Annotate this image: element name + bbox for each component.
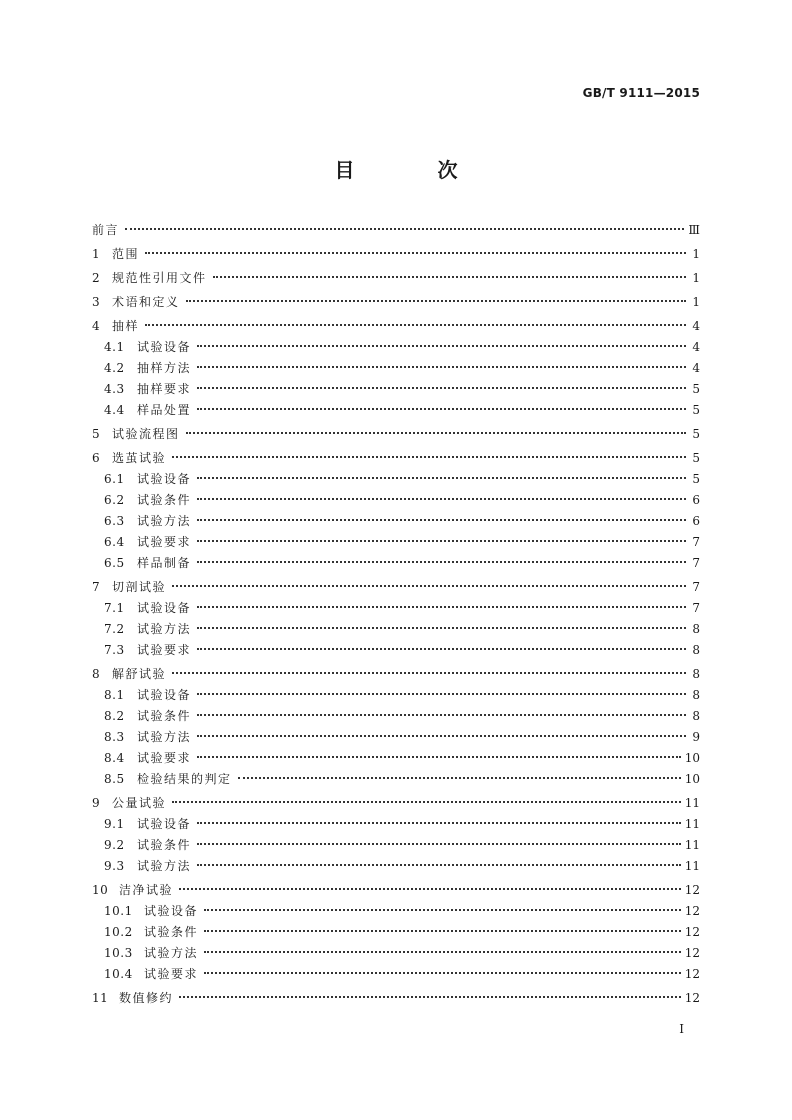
- dot-leader: [172, 801, 681, 803]
- toc-entry-page-number: 4: [692, 340, 700, 354]
- toc-entry-number: 9.1: [104, 817, 125, 831]
- toc-entry-page-number: 11: [684, 817, 700, 831]
- toc-entry-number: 7: [92, 580, 101, 594]
- toc-entry[interactable]: [92, 793, 700, 814]
- dot-leader: [197, 540, 686, 542]
- toc-entry[interactable]: [92, 835, 700, 856]
- toc-entry[interactable]: [92, 424, 700, 445]
- dot-leader: [197, 756, 681, 758]
- toc-entry[interactable]: [92, 664, 700, 685]
- toc-entry-number: 2: [92, 271, 101, 285]
- toc-entry-number: 6.5: [104, 556, 125, 570]
- toc-entry[interactable]: [92, 553, 700, 574]
- toc-entry-title: 前言: [92, 223, 120, 237]
- dot-leader: [145, 252, 686, 254]
- dot-leader: [204, 930, 681, 932]
- dot-leader: [197, 735, 686, 737]
- toc-entry-title: 规范性引用文件: [112, 271, 207, 285]
- toc-entry[interactable]: [92, 337, 700, 358]
- dot-leader: [145, 324, 686, 326]
- toc-entry[interactable]: [92, 577, 700, 598]
- standard-number: GB/T 9111—2015: [582, 86, 700, 100]
- toc-entry-number: 4.1: [104, 340, 125, 354]
- toc-entry-page-number: 6: [692, 493, 700, 507]
- dot-leader: [197, 387, 686, 389]
- toc-entry[interactable]: [92, 901, 700, 922]
- toc-entry-page-number: 1: [692, 295, 700, 309]
- dot-leader: [197, 627, 686, 629]
- toc-entry-number: 8.2: [104, 709, 125, 723]
- dot-leader: [197, 366, 686, 368]
- toc-entry-page-number: 5: [692, 403, 700, 417]
- toc-entry-page-number: 12: [684, 904, 700, 918]
- toc-entry-page-number: 12: [684, 991, 700, 1005]
- toc-entry-page-number: 5: [692, 451, 700, 465]
- toc-entry-title: 试验条件: [144, 925, 199, 939]
- dot-leader: [179, 888, 681, 890]
- toc-entry[interactable]: [92, 316, 700, 337]
- toc-entry[interactable]: [92, 469, 700, 490]
- toc-entry-title: 试验设备: [144, 904, 199, 918]
- toc-entry-title: 试验要求: [137, 643, 192, 657]
- dot-leader: [197, 606, 686, 608]
- toc-entry-number: 4.4: [104, 403, 125, 417]
- toc-entry-number: 11: [92, 991, 109, 1005]
- toc-entry[interactable]: [92, 511, 700, 532]
- toc-entry[interactable]: [92, 379, 700, 400]
- toc-entry-page-number: 7: [692, 601, 700, 615]
- toc-entry[interactable]: [92, 400, 700, 421]
- toc-entry-page-number: 5: [692, 427, 700, 441]
- toc-entry-page-number: 5: [692, 382, 700, 396]
- toc-entry-title: 检验结果的判定: [137, 772, 232, 786]
- toc-entry-page-number: 6: [692, 514, 700, 528]
- toc-entry-page-number: 1: [692, 247, 700, 261]
- toc-entry-title: 试验流程图: [112, 427, 180, 441]
- toc-entry-title: 试验方法: [137, 622, 192, 636]
- toc-entry[interactable]: [92, 448, 700, 469]
- toc-entry-title: 试验要求: [137, 535, 192, 549]
- toc-entry[interactable]: [92, 964, 700, 985]
- toc-entry[interactable]: [92, 598, 700, 619]
- dot-leader: [197, 519, 686, 521]
- dot-leader: [197, 822, 681, 824]
- toc-entry-number: 6.4: [104, 535, 125, 549]
- toc-entry-title: 试验方法: [137, 859, 192, 873]
- toc-entry[interactable]: [92, 292, 700, 313]
- toc-entry[interactable]: [92, 922, 700, 943]
- toc-entry-number: 8.1: [104, 688, 125, 702]
- toc-entry[interactable]: [92, 943, 700, 964]
- toc-entry-number: 1: [92, 247, 101, 261]
- toc-entry[interactable]: [92, 706, 700, 727]
- toc-entry-title: 试验设备: [137, 472, 192, 486]
- toc-entry-number: 6: [92, 451, 101, 465]
- dot-leader: [204, 951, 681, 953]
- dot-leader: [197, 498, 686, 500]
- toc-entry-page-number: 9: [692, 730, 700, 744]
- toc-entry-number: 10.3: [104, 946, 133, 960]
- toc-entry-title: 抽样要求: [137, 382, 192, 396]
- dot-leader: [186, 432, 686, 434]
- dot-leader: [213, 276, 686, 278]
- dot-leader: [197, 477, 686, 479]
- dot-leader: [197, 693, 686, 695]
- toc-entry-number: 10: [92, 883, 109, 897]
- toc-entry-title: 选茧试验: [112, 451, 167, 465]
- toc-entry-number: 8: [92, 667, 101, 681]
- toc-entry-page-number: 12: [684, 883, 700, 897]
- toc-entry-number: 5: [92, 427, 101, 441]
- toc-entry-number: 10.1: [104, 904, 133, 918]
- toc-entry-title: 切剖试验: [112, 580, 167, 594]
- toc-entry-title: 试验设备: [137, 688, 192, 702]
- toc-entry-title: 试验要求: [137, 751, 192, 765]
- toc-entry-title: 试验要求: [144, 967, 199, 981]
- toc-title: 目 次: [334, 158, 496, 182]
- toc-entry-title: 试验方法: [144, 946, 199, 960]
- toc-entry[interactable]: [92, 988, 700, 1009]
- toc-entry[interactable]: [92, 220, 700, 241]
- toc-entry-page-number: 8: [692, 709, 700, 723]
- toc-entry-page-number: 7: [692, 556, 700, 570]
- dot-leader: [204, 972, 681, 974]
- dot-leader: [197, 648, 686, 650]
- toc-entry-title: 解舒试验: [112, 667, 167, 681]
- toc-entry-number: 3: [92, 295, 101, 309]
- toc-entry-page-number: 10: [684, 772, 700, 786]
- toc-entry-page-number: 11: [684, 796, 700, 810]
- toc-entry-page-number: 4: [692, 361, 700, 375]
- toc-entry-title: 抽样方法: [137, 361, 192, 375]
- toc-entry[interactable]: [92, 685, 700, 706]
- toc-entry-number: 8.4: [104, 751, 125, 765]
- dot-leader: [179, 996, 681, 998]
- toc-entry[interactable]: [92, 769, 700, 790]
- toc-entry-number: 4.3: [104, 382, 125, 396]
- toc-entry-number: 9.2: [104, 838, 125, 852]
- toc-entry-page-number: 1: [692, 271, 700, 285]
- toc-entry-page-number: 12: [684, 946, 700, 960]
- dot-leader: [125, 228, 684, 230]
- toc-entry-page-number: 12: [684, 925, 700, 939]
- toc-entry-page-number: 11: [684, 859, 700, 873]
- toc-entry-page-number: 12: [684, 967, 700, 981]
- dot-leader: [197, 864, 681, 866]
- toc-entry-number: 9.3: [104, 859, 125, 873]
- dot-leader: [197, 714, 686, 716]
- page-folio: Ⅰ: [679, 1022, 684, 1036]
- toc-entry-title: 范围: [112, 247, 140, 261]
- toc-entry-page-number: 8: [692, 643, 700, 657]
- toc-entry-title: 数值修约: [119, 991, 174, 1005]
- toc-entry-number: 4: [92, 319, 101, 333]
- dot-leader: [197, 408, 686, 410]
- toc-entry-page-number: 4: [692, 319, 700, 333]
- toc-entry-page-number: 7: [692, 580, 700, 594]
- toc-entry[interactable]: [92, 619, 700, 640]
- toc-entry-number: 8.3: [104, 730, 125, 744]
- toc-entry[interactable]: [92, 268, 700, 289]
- toc-entry-number: 7.3: [104, 643, 125, 657]
- toc-entry[interactable]: [92, 640, 700, 661]
- toc-entry[interactable]: [92, 748, 700, 769]
- toc-entry-number: 6.2: [104, 493, 125, 507]
- dot-leader: [238, 777, 681, 779]
- toc-entry-page-number: 11: [684, 838, 700, 852]
- toc-list: [92, 220, 700, 1009]
- toc-entry-page-number: 7: [692, 535, 700, 549]
- toc-entry-number: 6.3: [104, 514, 125, 528]
- toc-entry-title: 试验条件: [137, 838, 192, 852]
- dot-leader: [172, 672, 686, 674]
- toc-entry-title: 抽样: [112, 319, 140, 333]
- dot-leader: [204, 909, 681, 911]
- toc-entry-number: 4.2: [104, 361, 125, 375]
- toc-entry[interactable]: [92, 880, 700, 901]
- toc-entry-number: 7.1: [104, 601, 125, 615]
- toc-entry-page-number: Ⅲ: [688, 223, 700, 237]
- toc-entry-title: 样品制备: [137, 556, 192, 570]
- toc-entry-title: 公量试验: [112, 796, 167, 810]
- toc-entry-page-number: 8: [692, 622, 700, 636]
- dot-leader: [186, 300, 686, 302]
- toc-entry-page-number: 10: [684, 751, 700, 765]
- toc-entry[interactable]: [92, 727, 700, 748]
- toc-entry-title: 样品处置: [137, 403, 192, 417]
- dot-leader: [197, 345, 686, 347]
- dot-leader: [197, 843, 681, 845]
- toc-entry[interactable]: [92, 358, 700, 379]
- dot-leader: [197, 561, 686, 563]
- toc-entry-number: 8.5: [104, 772, 125, 786]
- toc-entry-number: 7.2: [104, 622, 125, 636]
- toc-entry-title: 试验设备: [137, 817, 192, 831]
- toc-entry-title: 试验设备: [137, 340, 192, 354]
- toc-entry-title: 试验方法: [137, 730, 192, 744]
- toc-entry-number: 10.4: [104, 967, 133, 981]
- toc-entry[interactable]: [92, 244, 700, 265]
- toc-entry-title: 试验方法: [137, 514, 192, 528]
- toc-entry-title: 洁净试验: [119, 883, 174, 897]
- toc-entry-page-number: 8: [692, 688, 700, 702]
- toc-entry[interactable]: [92, 856, 700, 877]
- toc-entry[interactable]: [92, 490, 700, 511]
- toc-entry[interactable]: [92, 532, 700, 553]
- toc-entry-title: 试验条件: [137, 493, 192, 507]
- toc-entry-number: 6.1: [104, 472, 125, 486]
- toc-entry[interactable]: [92, 814, 700, 835]
- toc-entry-title: 试验条件: [137, 709, 192, 723]
- toc-entry-number: 10.2: [104, 925, 133, 939]
- toc-entry-page-number: 5: [692, 472, 700, 486]
- dot-leader: [172, 585, 686, 587]
- toc-entry-number: 9: [92, 796, 101, 810]
- toc-entry-title: 试验设备: [137, 601, 192, 615]
- toc-entry-page-number: 8: [692, 667, 700, 681]
- toc-entry-title: 术语和定义: [112, 295, 180, 309]
- dot-leader: [172, 456, 686, 458]
